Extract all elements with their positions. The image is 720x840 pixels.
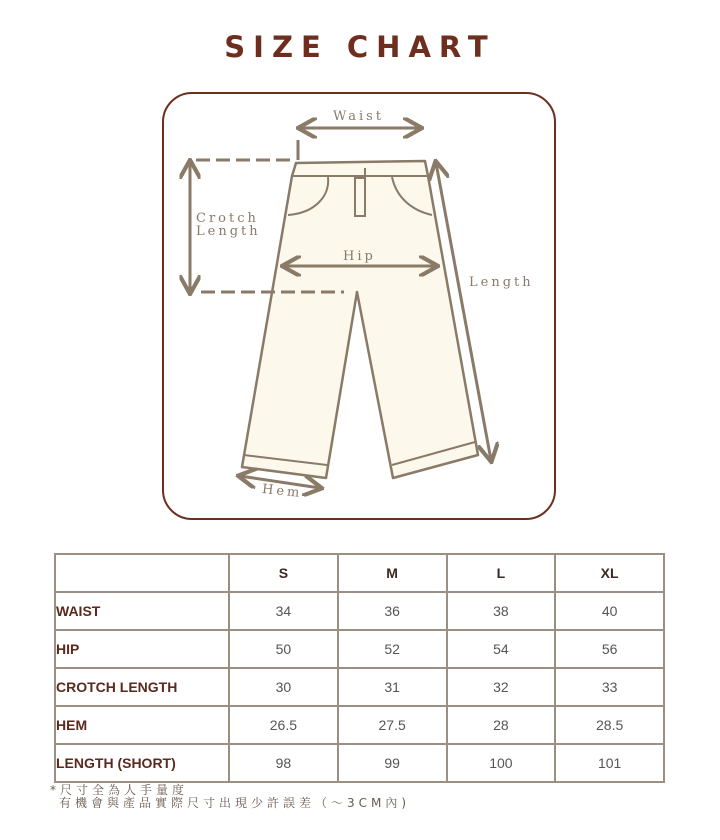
table-cell: 26.5 (229, 706, 338, 744)
hem-label: Hem (261, 481, 304, 502)
table-cell: 30 (229, 668, 338, 706)
table-cell: 28 (447, 706, 556, 744)
table-cell: 101 (555, 744, 664, 782)
table-header-row (55, 554, 664, 592)
pants-outline (242, 161, 478, 478)
header-xl: XL (555, 554, 664, 592)
table-cell: 56 (555, 630, 664, 668)
crotch-length-label (196, 212, 261, 238)
table-cell: 50 (229, 630, 338, 668)
table-cell: 31 (338, 668, 447, 706)
waist-label: Waist (333, 109, 385, 124)
page-title: SIZE CHART (224, 30, 496, 64)
table-row (55, 744, 664, 782)
row-label-hip: HIP (55, 630, 229, 668)
crotch-label-line2: Length (196, 224, 261, 239)
measurement-note (50, 784, 410, 810)
note-line-1: *尺寸全為人手量度 (50, 783, 189, 797)
header-l: L (447, 554, 556, 592)
row-label-length-short: LENGTH (SHORT) (55, 744, 229, 782)
table-cell: 38 (447, 592, 556, 630)
size-table (54, 553, 665, 783)
table-cell: 27.5 (338, 706, 447, 744)
table-row (55, 668, 664, 706)
table-cell: 34 (229, 592, 338, 630)
row-label-crotch-length: CROTCH LENGTH (55, 668, 229, 706)
table-cell: 32 (447, 668, 556, 706)
length-label: Length (469, 275, 534, 290)
table-cell: 33 (555, 668, 664, 706)
header-s: S (229, 554, 338, 592)
row-label-waist: WAIST (55, 592, 229, 630)
table-cell: 40 (555, 592, 664, 630)
table-row (55, 706, 664, 744)
header-m: M (338, 554, 447, 592)
table-cell: 36 (338, 592, 447, 630)
row-label-hem: HEM (55, 706, 229, 744)
header-corner (55, 554, 229, 592)
table-cell: 100 (447, 744, 556, 782)
table-cell: 98 (229, 744, 338, 782)
hip-label: Hip (343, 249, 376, 264)
table-cell: 99 (338, 744, 447, 782)
crotch-label-line1: Crotch (196, 211, 259, 226)
table-row (55, 592, 664, 630)
table-cell: 28.5 (555, 706, 664, 744)
note-line-2: 有機會與產品實際尺寸出現少許誤差（～3CM內) (59, 796, 411, 810)
table-cell: 54 (447, 630, 556, 668)
table-row (55, 630, 664, 668)
table-cell: 52 (338, 630, 447, 668)
